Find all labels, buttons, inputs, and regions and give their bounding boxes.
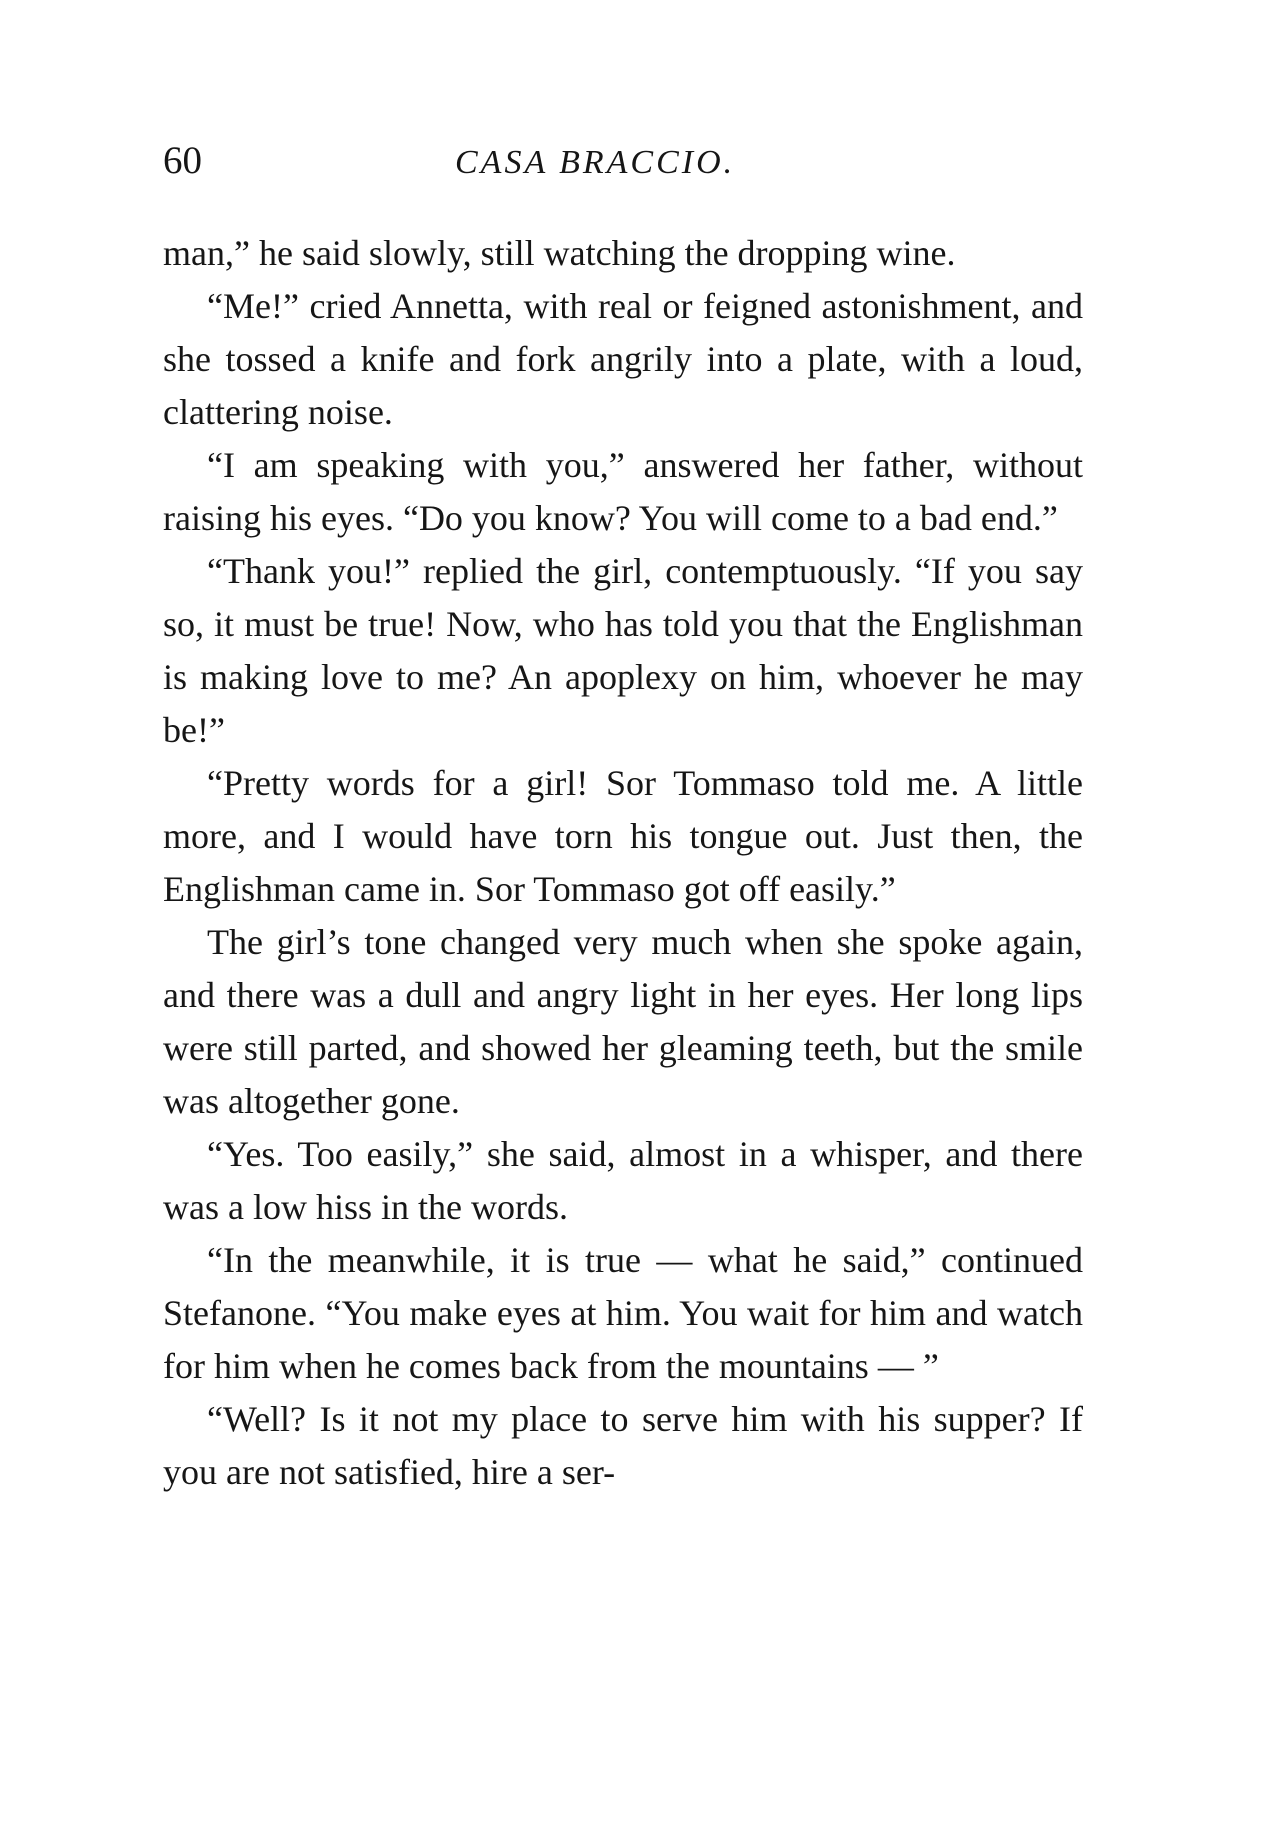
paragraph-9: “Well? Is it not my place to serve him with his supper? If you are not satisfied, hire a ser- bbox=[163, 1399, 1083, 1492]
paragraph-3: “I am speaking with you,” answered her father, without raising his eyes. “Do you know? You will come to a bad end.” bbox=[163, 445, 1083, 538]
body-text bbox=[163, 227, 1083, 1499]
paragraph-5: “Pretty words for a girl! Sor Tommaso told me. A little more, and I would have torn his tongue out. Just then, the Englishman came in. Sor Tommaso got off easily.” bbox=[163, 763, 1083, 909]
paragraph-6: The girl’s tone changed very much when she spoke again, and there was a dull and angry light in her eyes. Her long lips were still parted, and showed her gleaming teeth, but the smile was altogether gone. bbox=[163, 922, 1083, 1121]
running-title: CASA BRACCIO. bbox=[455, 144, 736, 181]
paragraph-2: “Me!” cried Annetta, with real or feigned astonishment, and she tossed a knife and fork angrily into a plate, with a loud, clattering noise. bbox=[163, 286, 1083, 432]
paragraph-8: “In the meanwhile, it is true — what he said,” continued Stefanone. “You make eyes at him. You wait for him and watch for him when he comes back from the mountains — ” bbox=[163, 1240, 1083, 1386]
page-number: 60 bbox=[163, 139, 202, 182]
paragraph-4: “Thank you!” replied the girl, contemptuously. “If you say so, it must be true! Now, who has told you that the Englishman is making love to me? An apoplexy on him, whoever he may be!” bbox=[163, 551, 1083, 750]
page-header bbox=[163, 136, 1083, 196]
paragraph-1: man,” he said slowly, still watching the dropping wine. bbox=[163, 233, 956, 273]
paragraph-7: “Yes. Too easily,” she said, almost in a whisper, and there was a low hiss in the words. bbox=[163, 1134, 1083, 1227]
